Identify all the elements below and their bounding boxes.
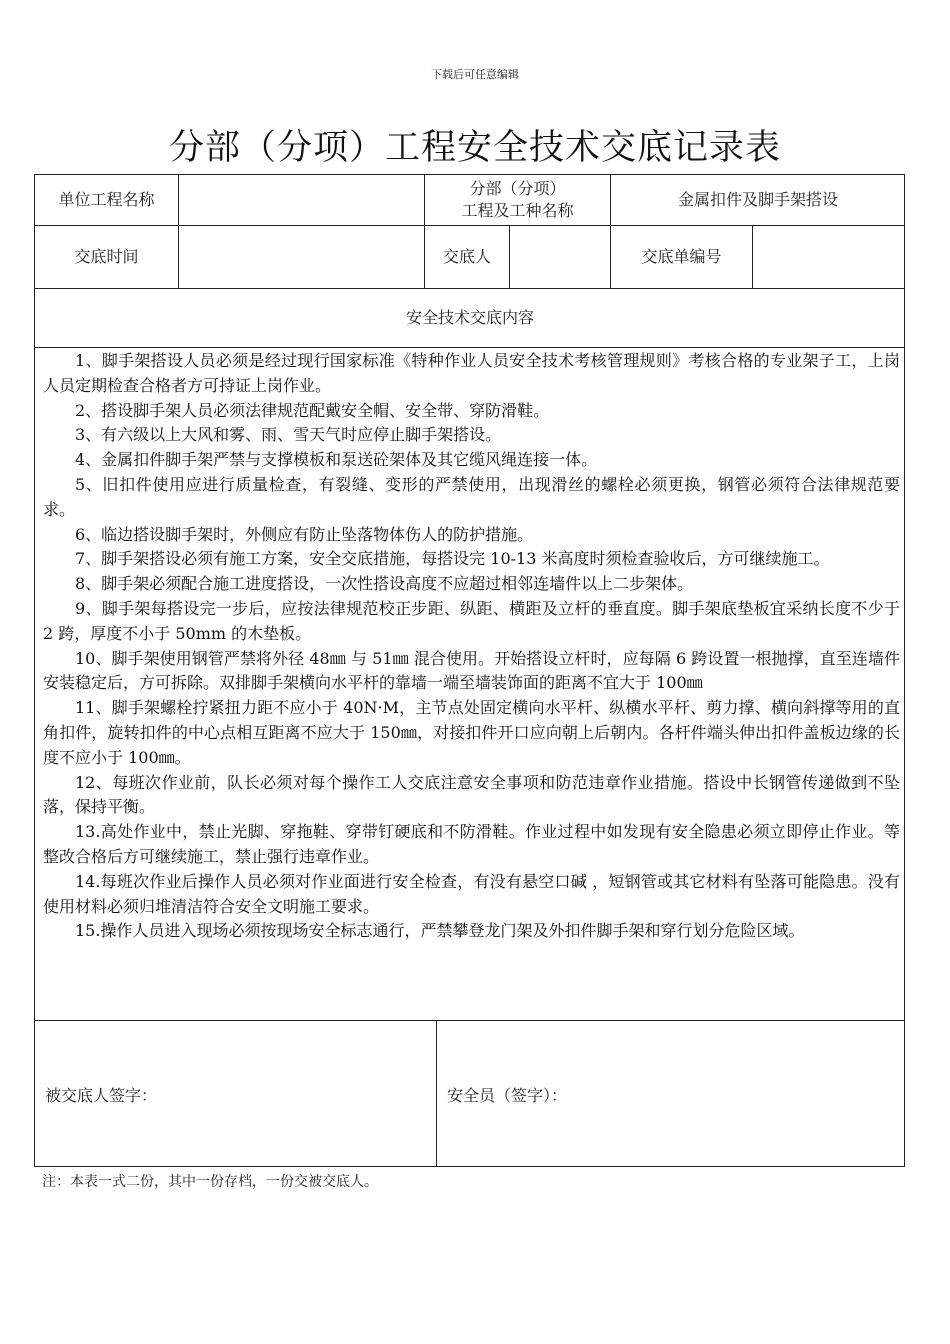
content-item: 8、脚手架必须配合施工进度搭设，一次性搭设高度不应超过相邻连墙件以上二步架体。 — [75, 574, 694, 594]
content-item: 12、每班次作业前，队长必须对每个操作工人交底注意安全事项和防范违章作业措施。搭设中长钢管传递做到不坠落，保持平衡。 — [43, 772, 900, 817]
sub-project-label — [425, 175, 610, 225]
header-note: 下载后可任意编辑 — [431, 68, 519, 81]
row-divider-4 — [35, 1020, 904, 1021]
sub-project-label-line1: 分部（分项） — [469, 179, 566, 198]
content-heading: 安全技术交底内容 — [405, 308, 534, 327]
content-item: 2、搭设脚手架人员必须法律规范配戴安全帽、安全带、穿防滑鞋。 — [75, 400, 550, 420]
sub-project-label-line2: 工程及工种名称 — [461, 201, 574, 220]
content-item: 3、有六级以上大风和雾、雨、雪天气时应停止脚手架搭设。 — [75, 425, 502, 445]
content-item: 13.高处作业中，禁止光脚、穿拖鞋、穿带钉硬底和不防滑鞋。作业过程中如发现有安全隐患必须立即停止作业。等整改合格后方可继续施工，禁止强行违章作业。 — [43, 822, 900, 866]
page-title: 分部（分项）工程安全技术交底记录表 — [168, 128, 781, 168]
row-divider-3 — [35, 347, 904, 348]
content-item: 14.每班次作业后操作人员必须对作业面进行安全检查，有没有悬空口碱 ，短钢管或其它材料有坠落可能隐患。没有使用材料必须归堆清洁符合安全文明施工要求。 — [43, 871, 900, 916]
footnote: 注：本表一式二份，其中一份存档，一份交被交底人。 — [42, 1174, 378, 1190]
content-item: 1、脚手架搭设人员必须是经过现行国家标准《特种作业人员安全技术考核管理规则》考核合格的专业架子工，上岗人员定期检查合格者方可持证上岗作业。 — [43, 351, 900, 395]
sub-project-field[interactable]: 金属扣件及脚手架搭设 — [677, 190, 838, 209]
briefing-form — [34, 174, 905, 1167]
safety-content — [43, 349, 900, 944]
unit-project-field[interactable] — [179, 175, 424, 225]
briefing-number-label: 交底单编号 — [641, 247, 722, 266]
briefer-label: 交底人 — [442, 247, 491, 266]
content-item: 9、脚手架每搭设完一步后，应按法律规范校正步距、纵距、横距及立杆的垂直度。脚手架底垫板宜采纳长度不少于 2 跨，厚度不小于 50mm 的木垫板。 — [43, 598, 900, 643]
col-divider-sign — [436, 1020, 437, 1167]
content-item: 11、脚手架螺栓拧紧扭力距不应小于 40N·M，主节点处固定横向水平杆、纵横水平杆、剪力撑、横向斜撑等用的直角扣件，旋转扣件的中心点相互距离不应大于 150㎜，对接扣件开口应向朝上后朝内。各杆件端头伸出扣件盖板边缘的长度不应小于 100㎜。 — [43, 698, 900, 767]
content-item: 7、脚手架搭设必须有施工方案，安全交底措施，每搭设完 10-13 米高度时须检查验收后，方可继续施工。 — [75, 549, 830, 569]
briefing-time-label: 交底时间 — [74, 247, 139, 266]
safety-officer-signature-label: 安全员（签字）： — [447, 1086, 568, 1105]
content-item: 6、临边搭设脚手架时，外侧应有防止坠落物体伤人的防护措施。 — [75, 524, 534, 544]
recipient-signature-label: 被交底人签字： — [45, 1086, 158, 1105]
briefing-time-field[interactable] — [179, 226, 424, 288]
content-item: 15.操作人员进入现场必须按现场安全标志通行，严禁攀登龙门架及外扣件脚手架和穿行划分危险区域。 — [75, 921, 805, 941]
briefing-number-field[interactable] — [753, 226, 905, 288]
briefer-field[interactable] — [510, 226, 610, 288]
content-item: 4、金属扣件脚手架严禁与支撑模板和泵送砼架体及其它缆风绳连接一体。 — [75, 450, 598, 470]
unit-project-label: 单位工程名称 — [58, 190, 155, 209]
content-item: 5、旧扣件使用应进行质量检查，有裂缝、变形的严禁使用，出现滑丝的螺栓必须更换，钢管必须符合法律规范要求。 — [43, 474, 900, 519]
content-item: 10、脚手架使用钢管严禁将外径 48㎜ 与 51㎜ 混合使用。开始搭设立杆时，应每隔 6 跨设置一根抛撑，直至连墙件安装稳定后，方可拆除。双排脚手架横向水平杆的靠墙一端至墙装饰面的距离不宜大于 100㎜ — [43, 648, 900, 693]
